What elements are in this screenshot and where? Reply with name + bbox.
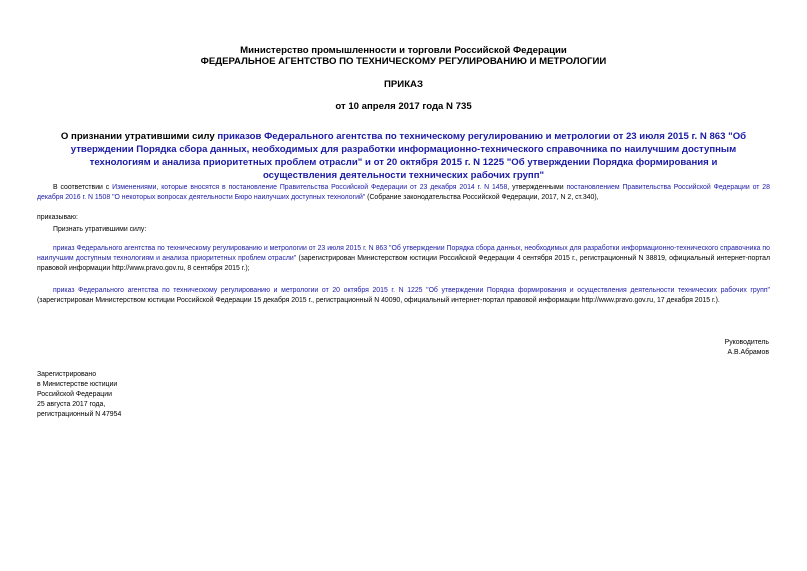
preamble-text-2: , утвержденными [507, 184, 567, 191]
signature-role: Руководитель [724, 339, 769, 346]
signature-name: А.В.Абрамов [727, 349, 769, 356]
repealed-item-1 [37, 244, 770, 274]
document-title [60, 130, 747, 182]
repealed-item-2 [37, 286, 770, 306]
order-1225-link[interactable]: приказ Федерального агентства по техническому регулированию и метрологии от 20 октября 2015 г. N 1225 "Об утверждении Порядка формирования и осуществления деятельности технических рабочих групп" [53, 287, 770, 294]
ministry-name: Министерство промышленности и торговли Российской Федерации [240, 45, 567, 56]
preamble-text-3: (Собрание законодательства Российской Федерации, 2017, N 2, ст.340), [365, 194, 599, 201]
item2-registration-text: (зарегистрирован Министерством юстиции Российской Федерации 15 декабря 2015 г., регистрационный N 40090, официальный интернет-портал правовой информации http://www.pravo.gov.ru, 17 декабря 2015 г.). [37, 297, 720, 304]
registration-line-1: Зарегистрировано [37, 371, 97, 378]
order-word: приказываю: [37, 214, 78, 221]
registration-line-2: в Министерстве юстиции [37, 381, 118, 388]
registration-block [37, 370, 121, 420]
preamble-paragraph [37, 183, 770, 203]
preamble-text-1: В соответствии с [53, 184, 113, 191]
agency-name: ФЕДЕРАЛЬНОЕ АГЕНТСТВО ПО ТЕХНИЧЕСКОМУ РЕГУЛИРОВАНИЮ И МЕТРОЛОГИИ [200, 56, 607, 67]
resolution-link[interactable]: постановлением Правительства Российской Федерации от 28 декабря 2016 г. N 1508 "О некоторых вопросах деятельности Бюро наилучших доступных технологий" [37, 184, 770, 201]
title-prefix: О признании утратившими силу [60, 131, 218, 142]
item1-registration-text: (зарегистрирован Министерством юстиции Российской Федерации 4 сентября 2015 г., регистрационный N 38819, официальный интернет-портал правовой информации http://www.pravo.gov.ru, 8 сентября 2015 г.); [37, 255, 771, 272]
title-link[interactable]: приказов Федерального агентства по техническому регулированию и метрологии от 23 июля 2015 г. N 863 "Об утверждении Порядка сбора данных, необходимых для разработки информационно-технического справочника по наилучшим доступным технологиям и анализа приоритетных проблем отрасли" и от 20 октября 2015 г. N 1225 "Об утверждении Порядка формирования и осуществления деятельности технических рабочих групп" [70, 131, 747, 181]
registration-line-3: Российской Федерации [37, 391, 112, 398]
amendments-link[interactable]: Изменениями, которые вносятся в постановление Правительства Российской Федерации от 23 декабря 2014 г. N 1458 [112, 184, 508, 191]
document-type: ПРИКАЗ [384, 79, 423, 90]
document-date-number: от 10 апреля 2017 года N 735 [335, 101, 472, 112]
registration-line-5: регистрационный N 47954 [37, 411, 122, 418]
registration-line-4: 25 августа 2017 года, [37, 401, 106, 408]
order-863-link[interactable]: приказ Федерального агентства по техническому регулированию и метрологии от 23 июля 2015 г. N 863 "Об утверждении Порядка сбора данных, необходимых для разработки информационно-технического справочника по наилучшим доступным технологиям и анализа приоритетных проблем отрасли" [37, 245, 770, 262]
recognize-statement: Признать утратившими силу: [53, 226, 147, 233]
